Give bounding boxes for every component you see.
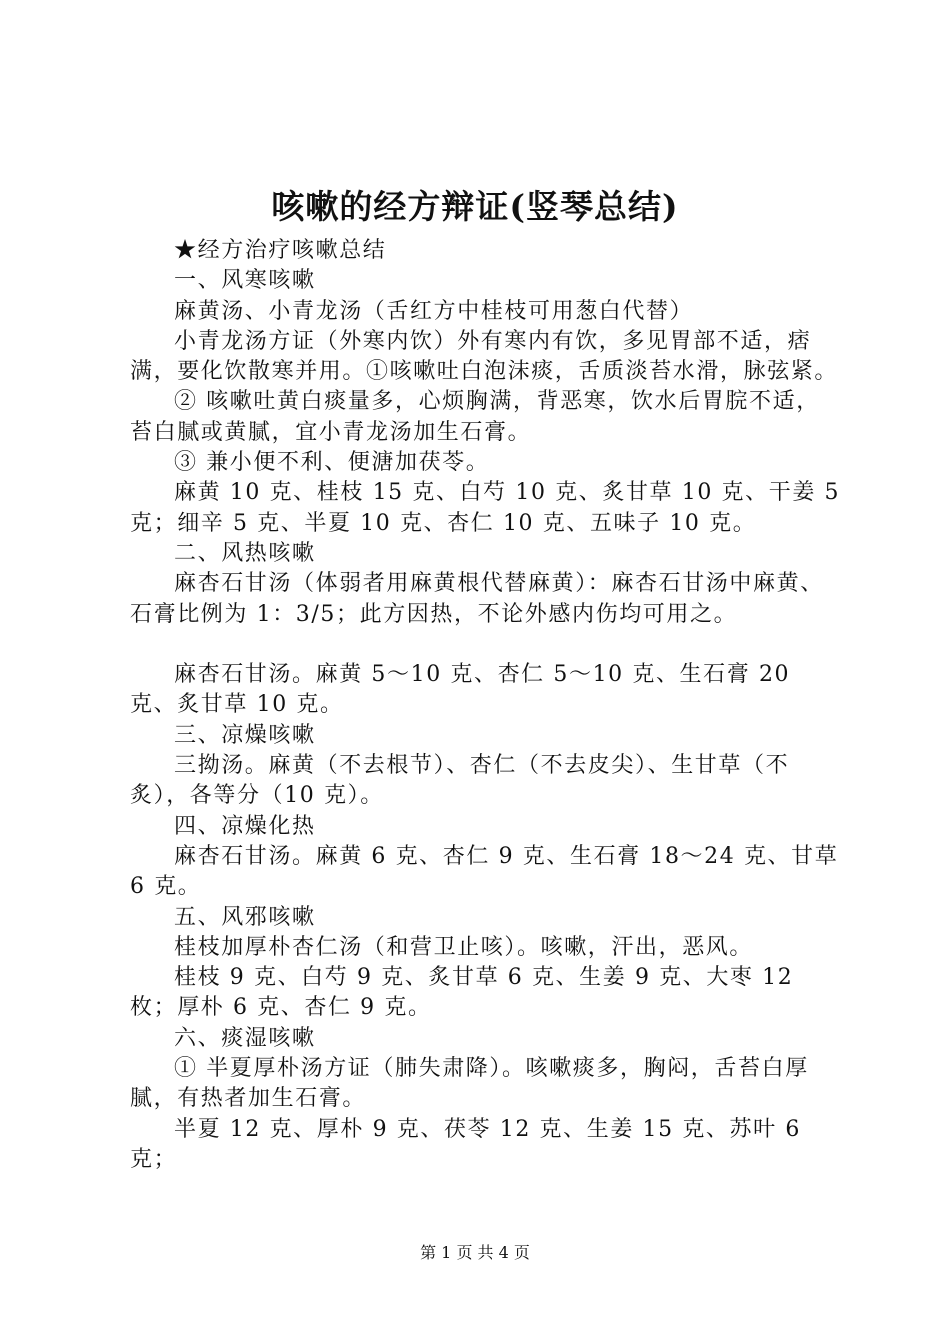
- document-body: [130, 236, 842, 1175]
- paragraph-heading: ★经方治疗咳嗽总结: [174, 238, 387, 263]
- paragraph: ② 咳嗽吐黄白痰量多，心烦胸满，背恶寒，饮水后胃脘不适，苔白腻或黄腻，宜小青龙汤加生石膏。: [130, 389, 820, 445]
- paragraph: ③ 兼小便不利、便溏加茯苓。: [174, 450, 490, 476]
- section-heading-6: 六、痰湿咳嗽: [174, 1025, 316, 1051]
- paragraph: 小青龙汤方证（外寒内饮）外有寒内有饮，多见胃部不适，痞满，要化饮散寒并用。①咳嗽吐白泡沫痰，舌质淡苔水滑，脉弦紧。: [130, 328, 839, 385]
- document-title: 咳嗽的经方辩证(竖琴总结): [271, 187, 679, 226]
- paragraph: ① 半夏厚朴汤方证（肺失肃降）。咳嗽痰多，胸闷，舌苔白厚腻，有热者加生石膏。: [130, 1056, 809, 1112]
- paragraph: 麻黄 10 克、桂枝 15 克、白芍 10 克、炙甘草 10 克、干姜 5 克；细辛 5 克、半夏 10 克、杏仁 10 克、五味子 10 克。: [130, 480, 841, 536]
- section-heading-1: 一、风寒咳嗽: [174, 268, 316, 294]
- paragraph: 麻杏石甘汤。麻黄 5～10 克、杏仁 5～10 克、生石膏 20 克、炙甘草 10 克。: [130, 662, 791, 718]
- paragraph: 麻黄汤、小青龙汤（舌红方中桂枝可用葱白代替）: [174, 298, 694, 324]
- page-footer: 第 1 页 共 4 页: [420, 1243, 530, 1262]
- section-heading-2: 二、风热咳嗽: [174, 540, 316, 566]
- paragraph: 三拗汤。麻黄（不去根节）、杏仁（不去皮尖）、生甘草（不炙），各等分（10 克）。: [130, 753, 790, 809]
- paragraph: 桂枝加厚朴杏仁汤（和营卫止咳）。咳嗽，汗出，恶风。: [174, 934, 754, 960]
- paragraph: 麻杏石甘汤（体弱者用麻黄根代替麻黄）：麻杏石甘汤中麻黄、石膏比例为 1：3/5；此方因热，不论外感内伤均可用之。: [130, 571, 824, 627]
- paragraph: 桂枝 9 克、白芍 9 克、炙甘草 6 克、生姜 9 克、大枣 12 枚；厚朴 6 克、杏仁 9 克。: [130, 965, 794, 1021]
- section-heading-4: 四、凉燥化热: [174, 813, 316, 839]
- paragraph: 麻杏石甘汤。麻黄 6 克、杏仁 9 克、生石膏 18～24 克、甘草 6 克。: [130, 843, 839, 900]
- paragraph: 半夏 12 克、厚朴 9 克、茯苓 12 克、生姜 15 克、苏叶 6 克；: [130, 1116, 801, 1172]
- blank-line: [130, 630, 842, 660]
- section-heading-5: 五、风邪咳嗽: [174, 904, 316, 930]
- section-heading-3: 三、凉燥咳嗽: [174, 722, 316, 748]
